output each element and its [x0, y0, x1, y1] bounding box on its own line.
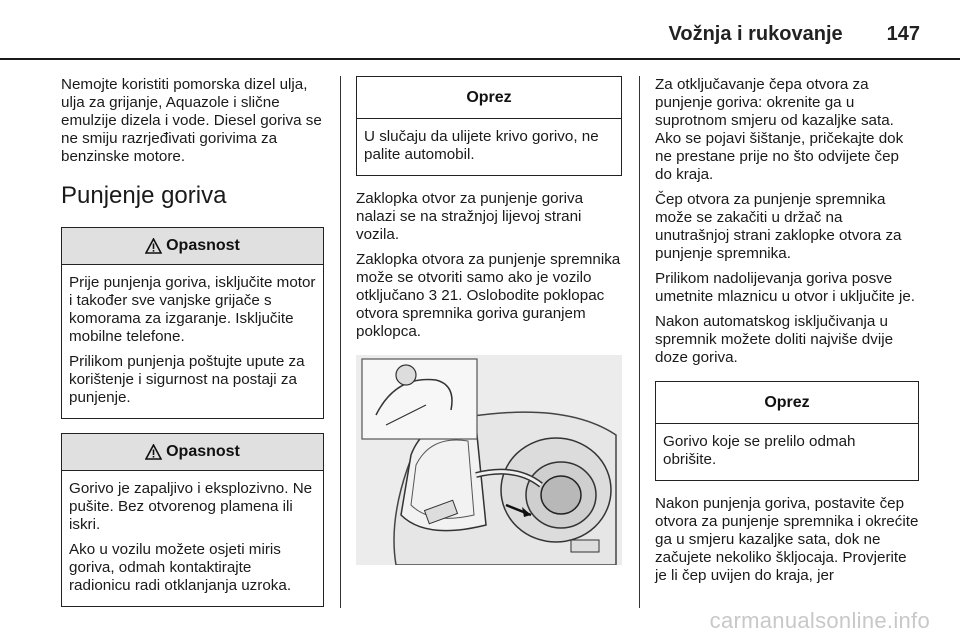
danger-box-2-text-1: Gorivo je zapaljivo i eksplozivno. Ne pušite. Bez otvorenog plamena ili iskri. — [69, 480, 313, 533]
fuel-flap-open-text: Zaklopka otvora za punjenje spremnika može se otvoriti samo ako je vozilo otključano 3 21. Oslobodite poklopac otvora spremnika goriva guranjem poklopca. — [356, 251, 621, 340]
nozzle-text: Prilikom nadolijevanja goriva posve umetnite mlaznicu u otvor i uključite je. — [655, 270, 915, 305]
column-left — [61, 76, 324, 621]
caution-box-2-text: Gorivo koje se prelilo odmah obrišite. — [663, 433, 856, 468]
caution-box-1-header — [357, 77, 621, 119]
watermark: carmanualsonline.info — [709, 608, 930, 633]
refit-cap-text: Nakon punjenja goriva, postavite čep otvora za punjenje spremnika i okrećite ga u smjeru kazaljke sata, dok ne začujete nekoliko škljocaja. Provjerite je li čep uvijen do kraja, jer — [655, 495, 919, 584]
page-number: 147 — [886, 22, 920, 45]
column-divider-left — [340, 76, 341, 608]
danger-box-1-text-1: Prije punjenja goriva, isključite motor i također sve vanjske grijače s komorama za izgaranje. Isključite mobilne telefone. — [69, 274, 316, 345]
auto-shutoff-text: Nakon automatskog isključivanja u spremnik možete doliti najviše dvije doze goriva. — [655, 313, 894, 366]
danger-box-1-text-2: Prilikom punjenja poštujte upute za korištenje i sigurnost na postaji za punjenje. — [69, 353, 305, 406]
column-middle — [356, 76, 622, 565]
intro-paragraph: Nemojte koristiti pomorska dizel ulja, ulja za grijanje, Aquazole i slične emulzije dizela i vode. Diesel goriva se ne smiju razrjeđivati gorivima za benzinske motore. — [61, 76, 322, 165]
danger-box-1 — [61, 227, 324, 419]
header-rule — [0, 58, 960, 60]
caution-box-2 — [655, 381, 919, 481]
caution-box-2-title: Oprez — [764, 393, 810, 411]
danger-box-2 — [61, 433, 324, 607]
caution-box-2-header — [656, 382, 918, 424]
cap-holder-text: Čep otvora za punjenje spremnika može se zakačiti u držač na unutrašnjoj strani zaklopke otvora za punjenje spremnika. — [655, 191, 902, 262]
column-right — [655, 76, 919, 592]
caution-box-1 — [356, 76, 622, 176]
warning-triangle-icon — [145, 444, 162, 460]
fuel-filler-illustration — [356, 355, 622, 565]
danger-box-2-title: Opasnost — [166, 443, 240, 460]
fuel-flap-location-text: Zaklopka otvor za punjenje goriva nalazi se na stražnjoj lijevoj strani vozila. — [356, 190, 584, 243]
warning-triangle-icon — [145, 238, 162, 254]
danger-box-1-header — [62, 228, 323, 265]
page-header — [669, 14, 921, 54]
column-divider-right — [639, 76, 640, 608]
section-heading: Punjenje goriva — [61, 182, 227, 209]
danger-box-1-title: Opasnost — [166, 237, 240, 254]
caution-box-1-title: Oprez — [466, 88, 512, 106]
danger-box-2-header — [62, 434, 323, 471]
caution-box-1-text: U slučaju da ulijete krivo gorivo, ne palite automobil. — [364, 128, 599, 163]
danger-box-2-text-2: Ako u vozilu možete osjeti miris goriva, odmah kontaktirajte radionicu radi otklanjanja uzroka. — [69, 541, 292, 594]
unlock-cap-text: Za otključavanje čepa otvora za punjenje goriva: okrenite ga u suprotnom smjeru od kazaljke sata. Ako se pojavi šištanje, pričekajte dok ne prestane prije no što odvijete čep do kraja. — [655, 76, 904, 183]
fuel-filler-drawing — [356, 355, 622, 565]
section-title: Vožnja i rukovanje — [668, 22, 843, 45]
